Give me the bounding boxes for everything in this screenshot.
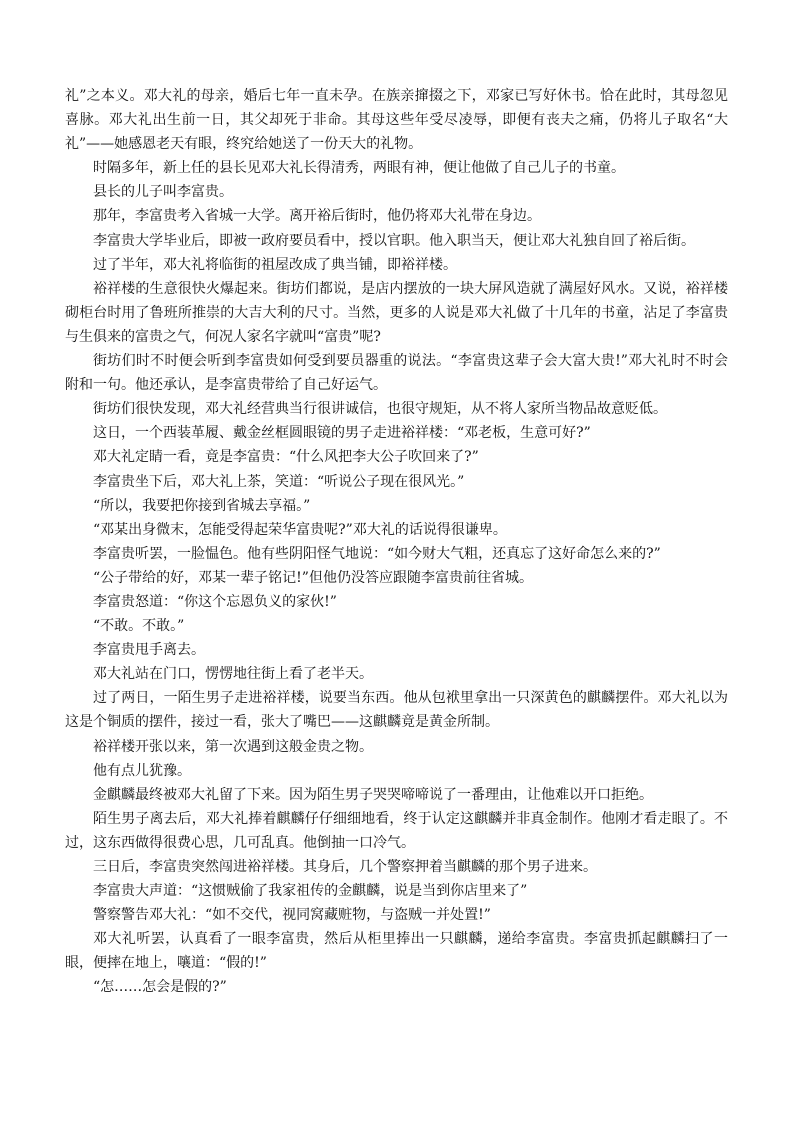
paragraph: “怎……怎会是假的?” xyxy=(93,979,227,996)
paragraph: 邓大礼听罢，认真看了一眼李富贵，然后从柜里捧出一只麒麟，递给李富贵。李富贵抓起麒麟扫了一眼，便摔在地上，嚷道：“假的!” xyxy=(65,931,728,972)
paragraph: 李富贵大声道：“这惯贼偷了我家祖传的金麒麟，说是当到你店里来了” xyxy=(93,883,528,900)
paragraph: 过了两日，一陌生男子走进裕祥楼，说要当东西。他从包袱里拿出一只深黄色的麒麟摆件。邓大礼以为这是个铜质的摆件，接过一看，张大了嘴巴——这麒麟竟是黄金所制。 xyxy=(65,690,728,731)
paragraph: 邓大礼站在门口，愣愣地往街上看了老半天。 xyxy=(93,666,373,683)
paragraph: “公子带给的好，邓某一辈子铭记!”但他仍没答应跟随李富贵前往省城。 xyxy=(93,569,533,586)
paragraph: 街坊们很快发现，邓大礼经营典当行很讲诚信，也很守规矩，从不将人家所当物品故意贬低。 xyxy=(93,401,667,418)
paragraph: 三日后，李富贵突然闯进裕祥楼。其身后，几个警察押着当麒麟的那个男子进来。 xyxy=(93,859,597,875)
paragraph: 陌生男子离去后，邓大礼捧着麒麟仔仔细细地看，终于认定这麒麟并非真金制作。他刚才看走眼了。不过，这东西做得很费心思，几可乱真。他倒抽一口冷气。 xyxy=(65,810,728,851)
paragraph: 他有点儿犹豫。 xyxy=(93,762,191,779)
paragraph: 金麒麟最终被邓大礼留了下来。因为陌生男子哭哭啼啼说了一番理由，让他难以开口拒绝。 xyxy=(93,786,653,803)
paragraph: 时隔多年，新上任的县长见邓大礼长得清秀，两眼有神，便让他做了自己儿子的书童。 xyxy=(93,160,625,177)
paragraph: 这日，一个西装革履、戴金丝框圆眼镜的男子走进裕祥楼：“邓老板，生意可好?” xyxy=(93,425,591,442)
paragraph: 警察警告邓大礼：“如不交代，视同窝藏赃物，与盗贼一并处置!” xyxy=(93,907,491,924)
paragraph: 裕祥楼的生意很快火爆起来。街坊们都说，是店内摆放的一块大屏风造就了满屋好风水。又说，裕祥楼砌柜台时用了鲁班所推崇的大吉大利的尺寸。当然，更多的人说是邓大礼做了十几年的书童，沾足了李富贵与生俱来的富贵之气，何况人家名字就叫“富贵”呢? xyxy=(65,280,728,345)
paragraph: 邓大礼定睛一看，竟是李富贵：“什么风把李大公子吹回来了?” xyxy=(93,449,479,466)
paragraph: “邓某出身微末，怎能受得起荣华富贵呢?”邓大礼的话说得很谦卑。 xyxy=(93,521,507,538)
paragraph: 李富贵大学毕业后，即被一政府要员看中，授以官职。他入职当天，便让邓大礼独自回了裕后街。 xyxy=(93,232,695,249)
article-body xyxy=(65,84,728,1000)
paragraph: 街坊们时不时便会听到李富贵如何受到要员器重的说法。“李富贵这辈子会大富大贵!”邓大礼时不时会附和一句。他还承认，是李富贵带给了自己好运气。 xyxy=(65,353,728,394)
paragraph: 县长的儿子叫李富贵。 xyxy=(93,184,233,201)
paragraph: 李富贵甩手离去。 xyxy=(93,642,205,659)
paragraph: 过了半年，邓大礼将临街的祖屋改成了典当铺，即裕祥楼。 xyxy=(93,256,457,273)
paragraph: “不敢。不敢。” xyxy=(93,618,185,635)
paragraph: 李富贵听罢，一脸愠色。他有些阴阳怪气地说：“如今财大气粗，还真忘了这好命怎么来的?” xyxy=(93,545,661,562)
paragraph: 裕祥楼开张以来，第一次遇到这般金贵之物。 xyxy=(93,738,373,755)
paragraph: “所以，我要把你接到省城去享福。” xyxy=(93,497,311,514)
paragraph: 礼”之本义。邓大礼的母亲，婚后七年一直未孕。在族亲撺掇之下，邓家已写好休书。恰在此时，其母忽见喜脉。邓大礼出生前一日，其父却死于非命。其母这些年受尽凌辱，即便有丧夫之痛，仍将儿子取名“大礼”——她感恩老天有眼，终究给她送了一份天大的礼物。 xyxy=(65,88,728,153)
paragraph: 李富贵怒道：“你这个忘恩负义的家伙!” xyxy=(93,593,337,610)
paragraph: 那年，李富贵考入省城一大学。离开裕后街时，他仍将邓大礼带在身边。 xyxy=(93,208,541,225)
paragraph: 李富贵坐下后，邓大礼上茶，笑道：“听说公子现在很风光。” xyxy=(93,473,465,490)
